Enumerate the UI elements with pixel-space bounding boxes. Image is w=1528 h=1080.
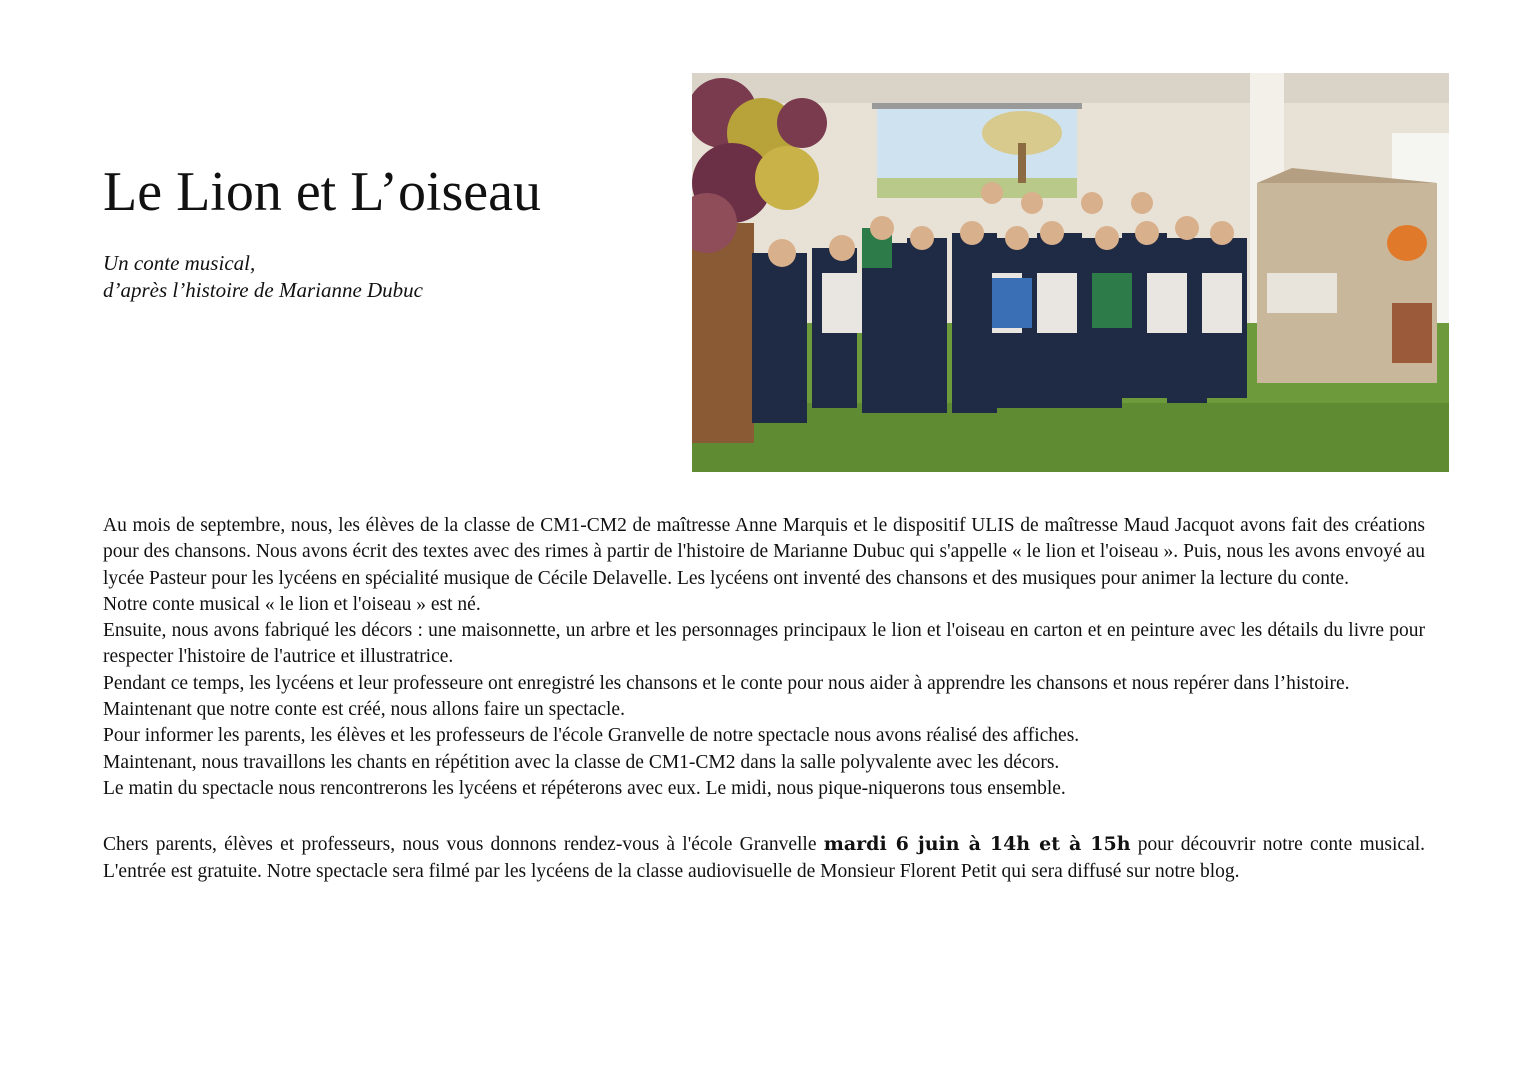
subtitle <box>103 250 423 304</box>
paragraph: Pour informer les parents, les élèves et les professeurs de l'école Granvelle de notre spectacle nous avons réalisé des affiches. <box>103 725 1080 747</box>
page-title: Le Lion et L’oiseau <box>103 161 542 223</box>
article-body <box>103 513 1425 885</box>
subtitle-line-1: Un conte musical, <box>103 251 256 275</box>
event-date: mardi 6 juin à 14h et à 15h <box>823 833 1131 856</box>
paragraph: Au mois de septembre, nous, les élèves de la classe de CM1-CM2 de maîtresse Anne Marquis et le dispositif ULIS de maîtresse Maud Jacquot avons fait des créations pour des chansons. Nous avons écrit des textes avec des rimes à partir de l'histoire de Marianne Dubuc qui s'appelle « le lion et l'oiseau ». Puis, nous les avons envoyé au lycée Pasteur pour les lycéens en spécialité musique de Cécile Delavelle. Les lycéens ont inventé des chansons et des musiques pour animer la lecture du conte. <box>103 515 1425 589</box>
closing-paragraph <box>103 831 1425 885</box>
paragraph: Notre conte musical « le lion et l'oiseau » est né. <box>103 593 481 615</box>
class-photo <box>692 73 1449 472</box>
closing-text-before: Chers parents, élèves et professeurs, nous vous donnons rendez-vous à l'école Granvelle <box>103 834 824 856</box>
subtitle-line-2: d’après l’histoire de Marianne Dubuc <box>103 278 424 302</box>
paragraph-gap <box>103 802 1425 831</box>
paragraph: Le matin du spectacle nous rencontrerons les lycéens et répéterons avec eux. Le midi, nous pique-niquerons tous ensemble. <box>103 777 1066 799</box>
paragraph: Maintenant, nous travaillons les chants en répétition avec la classe de CM1-CM2 dans la salle polyvalente avec les décors. <box>103 751 1060 773</box>
paragraph: Pendant ce temps, les lycéens et leur professeure ont enregistré les chansons et le conte pour nous aider à apprendre les chansons et nous repérer dans l’histoire. <box>103 672 1350 694</box>
paragraph: Ensuite, nous avons fabriqué les décors : une maisonnette, un arbre et les personnages principaux le lion et l'oiseau en carton et en peinture avec les détails du livre pour respecter l'histoire de l'autrice et illustratrice. <box>103 620 1425 668</box>
paragraph: Maintenant que notre conte est créé, nous allons faire un spectacle. <box>103 699 625 721</box>
closing-text-after: pour découvrir notre conte musical. L'entrée est gratuite. Notre spectacle sera filmé par les lycéens de la classe audiovisuelle de Monsieur Florent Petit qui sera diffusé sur notre blog. <box>103 834 1426 882</box>
